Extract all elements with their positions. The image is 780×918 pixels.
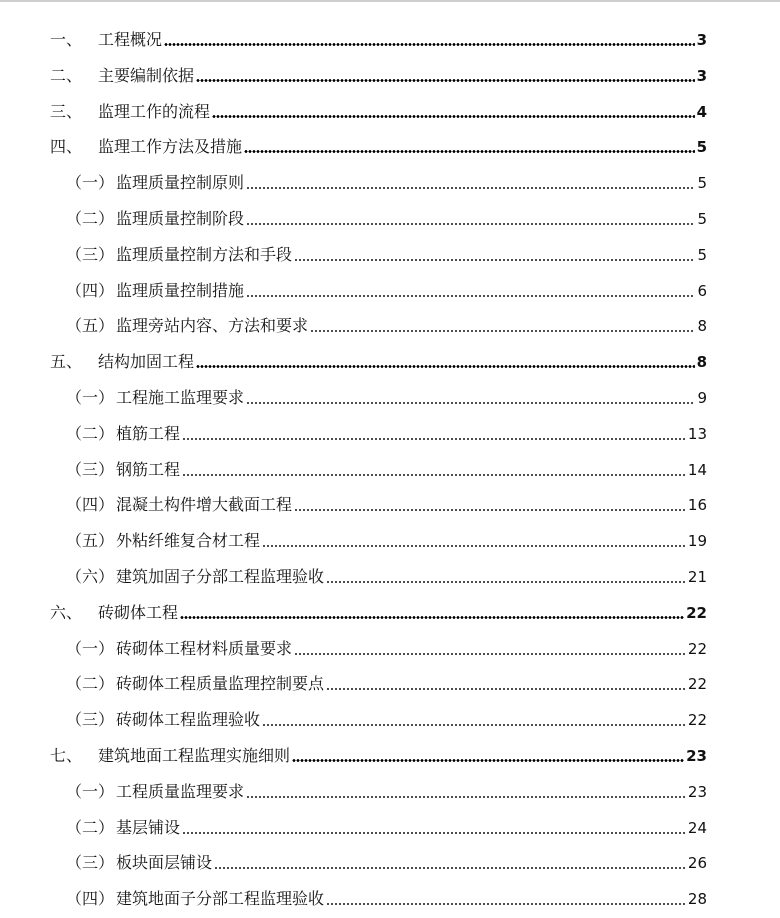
toc-section-entry[interactable]: [66, 163, 707, 193]
toc-entry-title: 植筋工程: [116, 423, 181, 443]
toc-entry-title: 工程概况: [98, 30, 163, 49]
toc-section-entry[interactable]: [66, 808, 707, 838]
toc-chapter-entry[interactable]: [50, 20, 707, 50]
toc-entry-number: （四）: [66, 889, 115, 909]
toc-entry-title: 钢筋工程: [116, 459, 181, 479]
toc-dot-leader: [180, 616, 684, 619]
toc-dot-leader: [262, 724, 686, 726]
toc-entry-number: （六）: [66, 567, 115, 586]
toc-dot-leader: [196, 365, 695, 368]
toc-dot-leader: [262, 545, 686, 547]
toc-section-entry[interactable]: [66, 521, 707, 551]
toc-entry-number: （二）: [66, 817, 115, 837]
toc-page-number: 22: [686, 603, 707, 622]
toc-entry-title: 工程质量监理要求: [116, 781, 245, 801]
toc-chapter-entry[interactable]: [50, 342, 707, 372]
toc-entry-title: 建筑地面子分部工程监理验收: [116, 889, 325, 909]
toc-entry-title: 混凝土构件增大截面工程: [116, 495, 293, 515]
toc-page-number: 3: [696, 66, 707, 85]
toc-section-entry[interactable]: [66, 843, 707, 873]
toc-chapter-entry[interactable]: [50, 56, 707, 86]
toc-entry-number: （一）: [66, 388, 115, 407]
toc-page-number: 22: [687, 675, 707, 694]
toc-section-entry[interactable]: [66, 235, 707, 265]
toc-dot-leader: [246, 295, 695, 297]
toc-page-number: 19: [687, 532, 707, 551]
toc-page-number: 22: [687, 639, 707, 658]
top-border: [0, 0, 780, 2]
toc-entry-title: 监理旁站内容、方法和要求: [116, 316, 309, 336]
toc-page-number: 8: [697, 317, 707, 336]
toc-entry-number: （一）: [66, 638, 115, 658]
toc-section-entry[interactable]: [66, 414, 707, 444]
toc-dot-leader: [326, 581, 686, 583]
toc-entry-title: 板块面层铺设: [116, 853, 213, 873]
toc-entry-title: 结构加固工程: [98, 352, 195, 372]
toc-section-entry[interactable]: [66, 664, 707, 694]
toc-entry-number: （四）: [66, 495, 115, 515]
toc-page-number: 28: [687, 890, 707, 909]
toc-section-entry[interactable]: [66, 450, 707, 480]
toc-page-number: 3: [696, 31, 707, 49]
toc-entry-title: 监理质量控制措施: [116, 280, 245, 300]
toc-entry-title: 监理工作的流程: [98, 101, 211, 121]
toc-entry-number: （三）: [66, 710, 115, 730]
toc-page-number: 4: [696, 102, 707, 121]
toc-dot-leader: [246, 187, 695, 189]
toc-entry-number: （二）: [66, 423, 115, 443]
toc-page-number: 9: [697, 389, 707, 407]
toc-page-number: 5: [696, 138, 707, 157]
toc-entry-number: 二、: [50, 65, 83, 85]
toc-entry-number: 三、: [50, 101, 83, 121]
toc-entry-number: （三）: [66, 244, 115, 264]
toc-entry-title: 砖砌体工程质量监理控制要点: [116, 674, 325, 694]
toc-entry-title: 监理质量控制原则: [116, 173, 245, 193]
toc-entry-number: （二）: [66, 209, 115, 228]
toc-entry-title: 基层铺设: [116, 817, 181, 837]
toc-dot-leader: [182, 438, 686, 440]
toc-dot-leader: [164, 43, 695, 46]
toc-dot-leader: [212, 115, 695, 118]
toc-dot-leader: [244, 150, 695, 153]
toc-dot-leader: [246, 796, 686, 798]
toc-chapter-entry[interactable]: [50, 593, 707, 623]
toc-section-entry[interactable]: [66, 485, 707, 515]
toc-entry-number: （三）: [66, 853, 115, 873]
toc-dot-leader: [294, 259, 695, 261]
toc-chapter-entry[interactable]: [50, 736, 707, 766]
toc-entry-number: 五、: [50, 352, 83, 372]
toc-entry-title: 监理质量控制阶段: [116, 209, 245, 228]
toc-page-number: 23: [687, 782, 707, 801]
toc-page-number: 23: [686, 747, 707, 765]
toc-entry-number: （五）: [66, 316, 115, 336]
toc-dot-leader: [246, 402, 695, 404]
toc-entry-title: 砖砌体工程: [98, 602, 179, 622]
toc-page-number: 8: [696, 353, 707, 372]
toc-entry-title: 砖砌体工程材料质量要求: [116, 638, 293, 658]
toc-entry-number: 四、: [50, 137, 83, 157]
toc-dot-leader: [246, 223, 695, 225]
toc-entry-title: 外粘纤维复合材工程: [116, 531, 261, 551]
toc-dot-leader: [196, 79, 695, 82]
toc-entry-number: （四）: [66, 280, 115, 300]
toc-section-entry[interactable]: [66, 557, 707, 587]
toc-section-entry[interactable]: [66, 700, 707, 730]
toc-dot-leader: [326, 688, 686, 690]
toc-chapter-entry[interactable]: [50, 127, 707, 157]
toc-dot-leader: [292, 759, 684, 762]
toc-section-entry[interactable]: [66, 629, 707, 659]
toc-entry-title: 监理质量控制方法和手段: [116, 244, 293, 264]
toc-dot-leader: [326, 903, 686, 905]
toc-page-number: 16: [687, 496, 707, 515]
toc-page-number: 6: [697, 281, 707, 300]
toc-entry-title: 砖砌体工程监理验收: [116, 710, 261, 730]
toc-page-number: 21: [687, 568, 707, 586]
toc-page-number: 13: [687, 424, 707, 443]
toc-page-number: 5: [697, 174, 707, 193]
toc-entry-title: 建筑地面工程监理实施细则: [98, 746, 291, 765]
toc-section-entry[interactable]: [66, 378, 707, 408]
toc-dot-leader: [182, 474, 686, 476]
toc-page-number: 24: [687, 818, 707, 837]
toc-page-number: 14: [687, 460, 707, 479]
toc-section-entry[interactable]: [66, 199, 707, 229]
toc-entry-title: 建筑加固子分部工程监理验收: [116, 567, 325, 586]
toc-section-entry[interactable]: [66, 879, 707, 909]
toc-entry-number: （五）: [66, 531, 115, 551]
toc-dot-leader: [310, 330, 695, 332]
toc-section-entry[interactable]: [66, 306, 707, 336]
toc-dot-leader: [294, 653, 686, 655]
toc-entry-number: （一）: [66, 781, 115, 801]
toc-dot-leader: [214, 867, 686, 869]
toc-entry-number: （二）: [66, 674, 115, 694]
toc-section-entry[interactable]: [66, 271, 707, 301]
toc-entry-title: 工程施工监理要求: [116, 388, 245, 407]
toc-chapter-entry[interactable]: [50, 92, 707, 122]
toc-entry-title: 监理工作方法及措施: [98, 137, 243, 157]
toc-page-number: 5: [697, 210, 707, 228]
toc-page-number: 26: [687, 854, 707, 873]
toc-dot-leader: [294, 509, 686, 511]
toc-page-number: 22: [687, 711, 707, 730]
toc-page-number: 5: [697, 245, 707, 264]
toc-entry-title: 主要编制依据: [98, 65, 195, 85]
toc-section-entry[interactable]: [66, 772, 707, 802]
toc-entry-number: （三）: [66, 459, 115, 479]
toc-dot-leader: [182, 832, 686, 834]
toc-entry-number: 七、: [50, 746, 83, 765]
toc-entry-number: 六、: [50, 602, 83, 622]
toc-entry-number: （一）: [66, 173, 115, 193]
toc-entry-number: 一、: [50, 30, 83, 49]
